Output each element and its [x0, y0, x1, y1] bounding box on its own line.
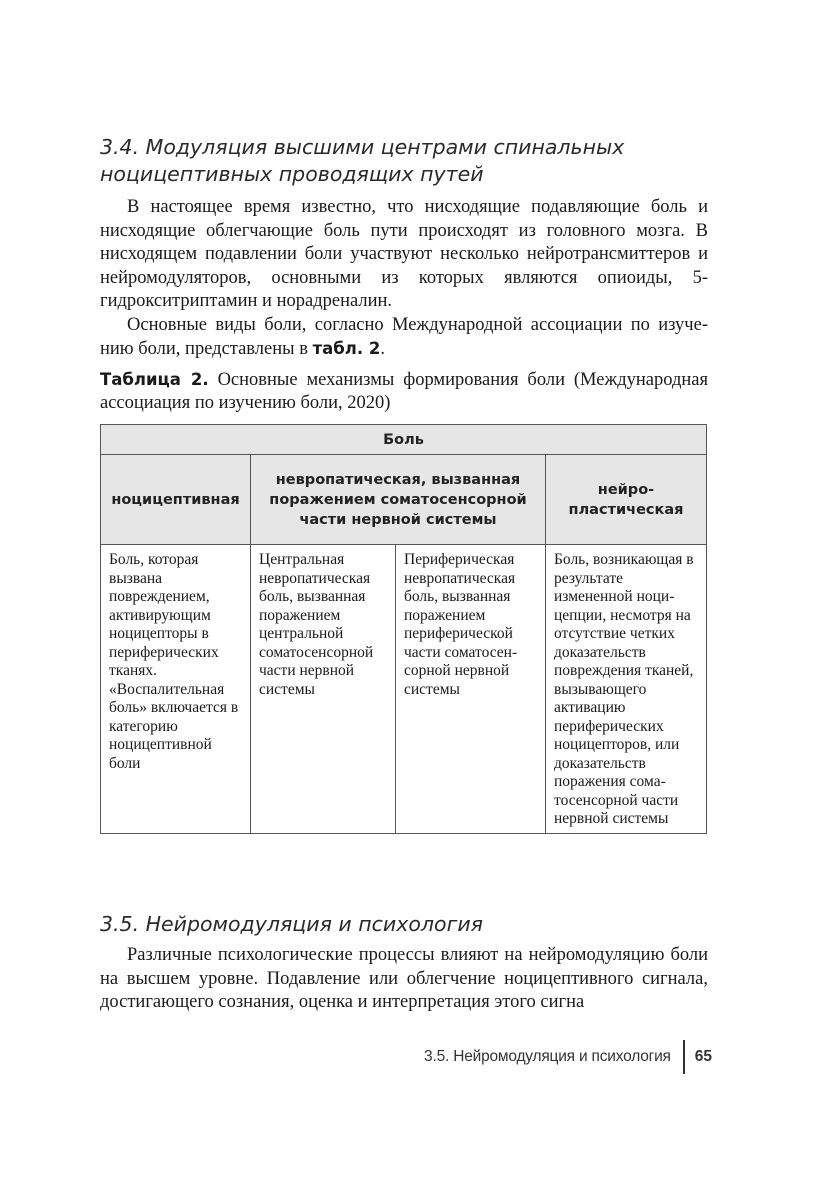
paragraph-3-5: Различные психологические процессы влияют на нейромодуляцию боли на высшем уровне. Подавление или облегчение ноцицептивного сигнала, достигающего сознания, оценка и интерпретация этого сигна: [100, 945, 708, 1012]
heading-line-1: 3.4. Модуляция высшими центрами спинальных: [100, 135, 625, 159]
section-heading-3-5: 3.5. Нейромодуляция и психология: [100, 912, 483, 936]
cell-central-neuropathic: Центральная невропатическая боль, вызванная поражением центральной соматосенсорной части нервной системы: [251, 545, 396, 834]
paragraph-2: [100, 314, 708, 362]
paragraph-1: В настоящее время известно, что нисходящие подавляющие боль и нисходящие облегчающие боль пути происходят из головного мозга. В нисходящем подавлении боли участвуют несколько нейротрансмиттеров и нейромодуляторов, основными из которых являются опиоиды, 5-гидрокситриптамин и норадреналин.: [100, 197, 708, 311]
page-footer: [424, 1040, 712, 1074]
running-title: 3.5. Нейромодуляция и психология: [424, 1048, 671, 1065]
heading-line-2: ноцицептивных проводящих путей: [100, 162, 484, 186]
section-3-4-body: [100, 196, 708, 362]
table-reference: табл. 2: [312, 339, 381, 358]
col-header-neuropathic: невропатическая, вызванная поражением соматосенсорной части нервной системы: [251, 455, 546, 545]
section-heading-3-4: [100, 134, 720, 188]
page-number: 65: [694, 1048, 712, 1065]
col-header-nociplastic: нейропластическая: [546, 455, 707, 545]
paragraph-2-text: Основные виды боли, согласно Международной ассоциации по изучению боли, представлены в: [100, 314, 708, 359]
table-caption-label: Таблица 2.: [100, 370, 209, 389]
table-caption: [100, 368, 708, 415]
cell-peripheral-neuropathic: Периферическая невропатическая боль, вызванная поражением периферической части соматосенсорной нервной системы: [396, 545, 546, 834]
paragraph-2-end: .: [380, 339, 385, 359]
cell-nociceptive: Боль, которая вызвана повреждением, активирующим ноцицепторы в периферических тканях. «Воспалительная боль» включается в категорию ноцицептивной боли: [101, 545, 251, 834]
pain-mechanisms-table: [100, 424, 707, 834]
table-caption-text: Основные механизмы формирования боли (Международная ассоциация по изучению боли, 2020): [100, 370, 708, 413]
footer-divider: [683, 1040, 685, 1074]
table-top-header: Боль: [101, 425, 707, 455]
section-3-5-body: [100, 944, 708, 1015]
table-row: [101, 545, 707, 834]
cell-nociplastic: Боль, возникающая в результате измененной ноцицепции, несмотря на отсутствие четких доказательств повреждения тканей, вызывающего активацию периферических ноцицепторов, или доказательств поражения соматосенсорной части нервной системы: [546, 545, 707, 834]
col-header-nociceptive: ноцицептивная: [101, 455, 251, 545]
